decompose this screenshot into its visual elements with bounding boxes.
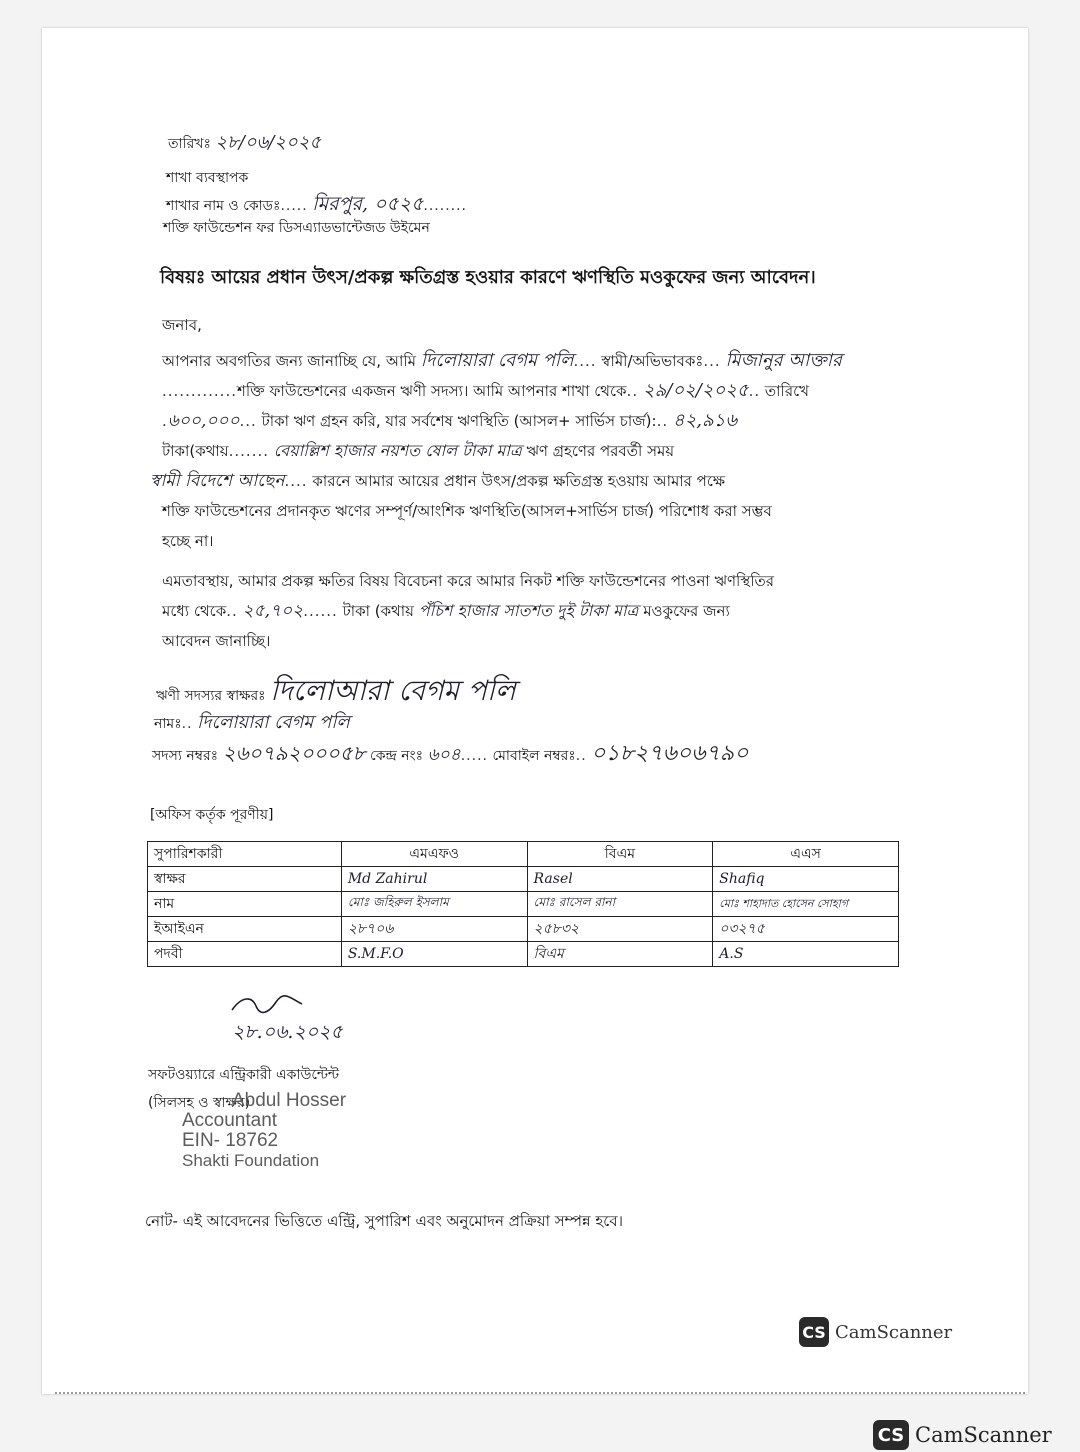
member-number-line: সদস্য নম্বরঃ ২৬০৭৯২০০০৫৮ কেন্দ্র নংঃ ৬০৪..... মোবাইল নম্বরঃ.. ০১৮২৭৬০৬৭৯০ bbox=[152, 741, 749, 766]
table-row bbox=[148, 867, 899, 892]
member-name: দিলোয়ারা বেগম পলি bbox=[197, 712, 350, 733]
table-row bbox=[148, 892, 899, 917]
row-label: ইআইএন bbox=[148, 917, 342, 942]
loan-date: ২৯/০২/২০২৫ bbox=[642, 380, 749, 401]
table-cell: Shafiq bbox=[713, 867, 899, 892]
guardian-name: মিজানুর আক্তার bbox=[725, 350, 842, 371]
table-header: এমএফও bbox=[341, 842, 527, 867]
row-label: নাম bbox=[148, 892, 342, 917]
member-signature: দিলোআরা বেগম পলি bbox=[270, 674, 516, 707]
table-cell: Md Zahirul bbox=[341, 867, 527, 892]
table-header: বিএম bbox=[527, 842, 713, 867]
center-number: ৬০৪ bbox=[427, 745, 461, 765]
seal-note: (সিলসহ ও স্বাক্ষর) bbox=[148, 1095, 251, 1111]
member-signature-line: ঋণী সদস্যর স্বাক্ষরঃ দিলোআরা বেগম পলি bbox=[156, 674, 516, 707]
page-edge bbox=[55, 1392, 1025, 1396]
salutation: জনাব, bbox=[162, 316, 202, 334]
table-cell: মোঃ জহিরুল ইসলাম bbox=[341, 892, 527, 917]
row-label: পদবী bbox=[148, 942, 342, 967]
table-row bbox=[148, 942, 899, 967]
footer-note: নোট- এই আবেদনের ভিত্তিতে এন্ট্রি, সুপারিশ এবং অনুমোদন প্রক্রিয়া সম্পন্ন হবে। bbox=[145, 1212, 623, 1230]
table-cell: ০৩২৭৫ bbox=[713, 917, 899, 942]
reason: স্বামী বিদেশে আছেন bbox=[150, 471, 285, 491]
table-cell: মোঃ রাসেল রানা bbox=[527, 892, 713, 917]
row-label: স্বাক্ষর bbox=[148, 867, 342, 892]
camscanner-watermark-outer: CS CamScanner bbox=[873, 1420, 1052, 1450]
recommendation-table bbox=[147, 841, 899, 967]
recipient: শাখা ব্যবস্থাপক bbox=[166, 170, 249, 186]
accountant-signature-mark bbox=[228, 992, 308, 1018]
mobile-number: ০১৮২৭৬০৬৭৯০ bbox=[591, 741, 749, 766]
accountant-stamp: Abdul Hosser Accountant EIN- 18762 Shakti Foundation bbox=[182, 1090, 347, 1170]
table-cell: মোঃ শাহাদাত হোসেন সোহাগ bbox=[713, 892, 899, 917]
body-line-5: স্বামী বিদেশে আছেন.... কারনে আমার আয়ের প্রধান উৎস/প্রকল্প ক্ষতিগ্রস্ত হওয়ায় আমার পক্ষে bbox=[150, 471, 726, 491]
body-line-2: .............শক্তি ফাউন্ডেশনের একজন ঋণী সদস্য। আমি আপনার শাখা থেকে.. ২৯/০২/২০২৫.. তারিখে bbox=[162, 380, 809, 401]
waiver-in-words: পঁচিশ হাজার সাতশত দুই টাকা মাত্র bbox=[418, 601, 639, 620]
camscanner-logo-icon: CS bbox=[873, 1420, 909, 1450]
table-cell: বিএম bbox=[527, 942, 713, 967]
camscanner-logo-icon: CS bbox=[799, 1317, 829, 1347]
table-cell: A.S bbox=[713, 942, 899, 967]
branch-value: মিরপুর, ০৫২৫ bbox=[312, 193, 424, 215]
loan-amount: ৬০০,০০০ bbox=[167, 411, 240, 431]
table-cell: ২৫৮৩২ bbox=[527, 917, 713, 942]
balance-in-words: বেয়াল্লিশ হাজার নয়শত ষোল টাকা মাত্র bbox=[273, 441, 522, 460]
branch-line: শাখার নাম ও কোডঃ..... মিরপুর, ০৫২৫........ bbox=[166, 193, 468, 215]
applicant-name: দিলোয়ারা বেগম পলি bbox=[420, 350, 574, 371]
accountant-sign-date: ২৮.০৬.২০২৫ bbox=[232, 1021, 343, 1043]
para2-line-2: মধ্যে থেকে.. ২৫,৭০২...... টাকা (কথায় পঁচিশ হাজার সাতশত দুই টাকা মাত্র মওকুফের জন্য bbox=[162, 601, 730, 621]
table-cell: S.M.F.O bbox=[341, 942, 527, 967]
table-header-row bbox=[148, 842, 899, 867]
table-header: এএস bbox=[713, 842, 899, 867]
waiver-amount: ২৫,৭০২ bbox=[242, 601, 304, 621]
table-cell: ২৮৭০৬ bbox=[341, 917, 527, 942]
body-line-7: হচ্ছে না। bbox=[162, 532, 214, 550]
table-row bbox=[148, 917, 899, 942]
table-cell: Rasel bbox=[527, 867, 713, 892]
member-name-line: নামঃ.. দিলোয়ারা বেগম পলি bbox=[154, 712, 350, 733]
body-line-3: .৬০০,০০০... টাকা ঋণ গ্রহন করি, যার সর্বশেষ ঋণস্থিতি (আসল+ সার্ভিস চার্জ):.. ৪২,৯১৬ bbox=[162, 410, 738, 431]
subject: বিষয়ঃ আয়ের প্রধান উৎস/প্রকল্প ক্ষতিগ্রস্ত হওয়ার কারণে ঋণস্থিতি মওকুফের জন্য আবেদন। bbox=[160, 267, 816, 288]
accountant-role: সফটওয়্যারে এন্ট্রিকারী একাউন্টেন্ট bbox=[148, 1067, 340, 1083]
table-header: সুপারিশকারী bbox=[148, 842, 342, 867]
para2-line-3: আবেদন জানাচ্ছি। bbox=[162, 632, 271, 650]
camscanner-watermark-inner: CS CamScanner bbox=[799, 1317, 952, 1347]
para2-line-1: এমতাবস্থায়, আমার প্রকল্প ক্ষতির বিষয় বিবেচনা করে আমার নিকট শক্তি ফাউন্ডেশনের পাওনা ঋণস্থিতির bbox=[162, 572, 775, 590]
member-number: ২৬০৭৯২০০০৫৮ bbox=[222, 741, 366, 765]
office-use-label: [অফিস কর্তৃক পূরণীয়] bbox=[150, 807, 274, 823]
date-line: তারিখঃ ২৮/০৬/২০২৫ bbox=[168, 132, 322, 153]
body-line-1: আপনার অবগতির জন্য জানাচ্ছি যে, আমি দিলোয়ারা বেগম পলি.... স্বামী/অভিভাবকঃ... মিজানুর আক্তার bbox=[162, 350, 842, 371]
body-line-6: শক্তি ফাউন্ডেশনের প্রদানকৃত ঋণের সম্পূর্ণ/আংশিক ঋণস্থিতি(আসল+সার্ভিস চার্জ) পরিশোধ করা সম্ভব bbox=[162, 502, 772, 520]
organization-name: শক্তি ফাউন্ডেশন ফর ডিসএ্যাডভান্টেজড উইমেন bbox=[163, 220, 430, 236]
balance: ৪২,৯১৬ bbox=[672, 410, 738, 431]
date-value: ২৮/০৬/২০২৫ bbox=[215, 132, 322, 153]
body-line-4: টাকা(কথায়....... বেয়াল্লিশ হাজার নয়শত ষোল টাকা মাত্র ঋণ গ্রহণের পরবর্তী সময় bbox=[162, 441, 675, 460]
